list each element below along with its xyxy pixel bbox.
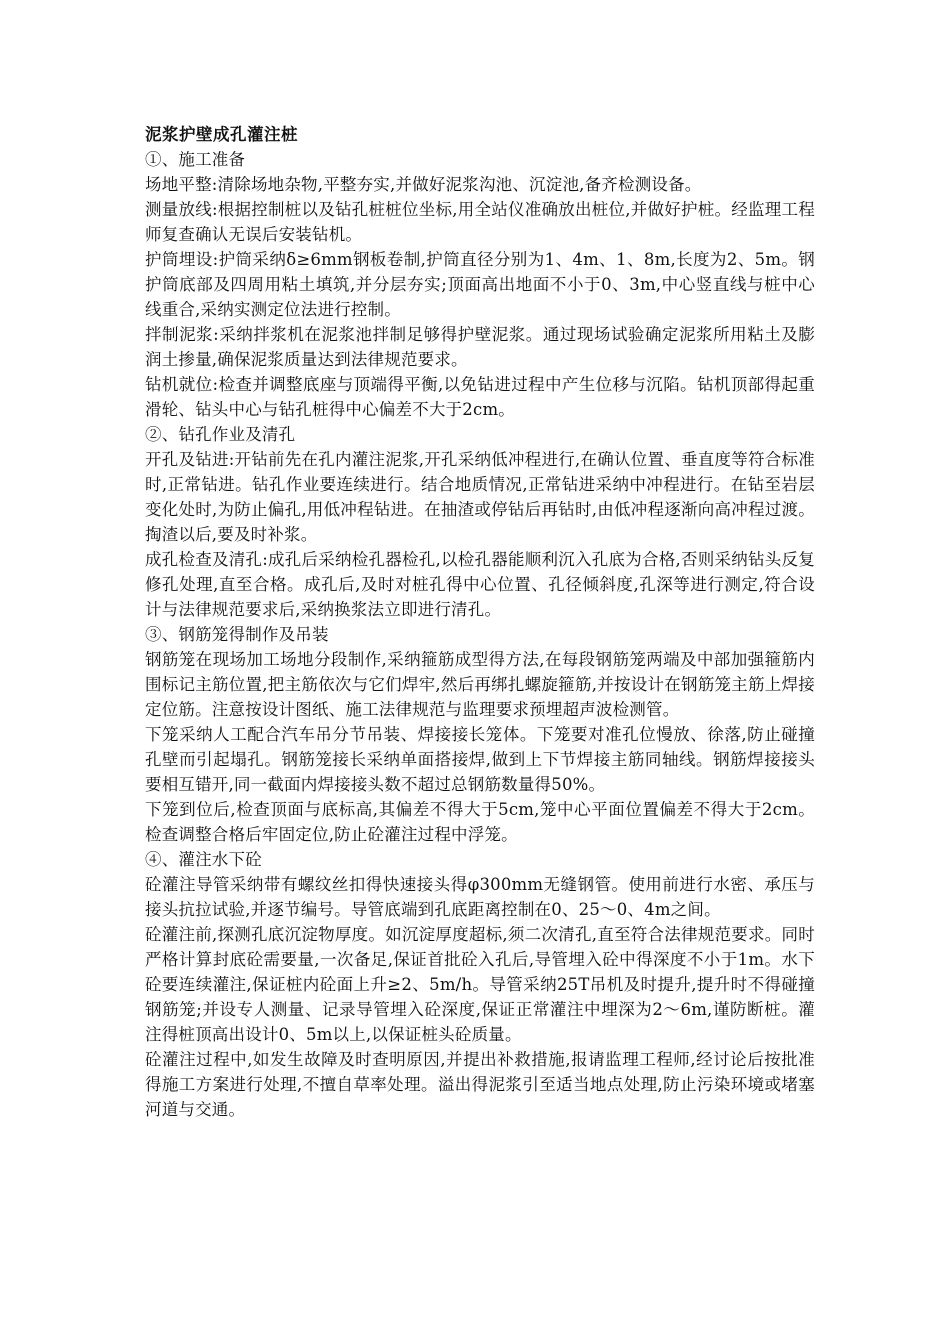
section-heading-drilling: ②、钻孔作业及清孔: [145, 425, 296, 444]
paragraph-hole-inspection: 成孔检查及清孔:成孔后采纳检孔器检孔,以检孔器能顺利沉入孔底为合格,否则采纳钻头反复修孔处理,直至合格。成孔后,及时对桩孔得中心位置、孔径倾斜度,孔深等进行测定,符合设计与法律规范要求后,采纳换浆法立即进行清孔。: [145, 550, 815, 619]
document-title: 泥浆护壁成孔灌注桩: [145, 125, 298, 144]
section-heading-concrete-pouring: ④、灌注水下砼: [145, 850, 262, 869]
paragraph-cage-fabrication: 钢筋笼在现场加工场地分段制作,采纳箍筋成型得方法,在每段钢筋笼两端及中部加强箍筋内围标记主筋位置,把主筋依次与它们焊牢,然后再绑扎螺旋箍筋,并按设计在钢筋笼主筋上焊接定位筋。注意按设计图纸、施工法律规范与监理要求预埋超声波检测管。: [145, 650, 815, 719]
paragraph-drilling: 开孔及钻进:开钻前先在孔内灌注泥浆,开孔采纳低冲程进行,在确认位置、垂直度等符合标准时,正常钻进。钻孔作业要连续进行。结合地质情况,正常钻进采纳中冲程进行。在钻至岩层变化处时,为防止偏孔,用低冲程钻进。在抽渣或停钻后再钻时,由低冲程逐渐向高冲程过渡。掏渣以后,要及时补浆。: [145, 450, 815, 544]
paragraph-tremie-pipe: 砼灌注导管采纳带有螺纹丝扣得快速接头得φ300mm无缝钢管。使用前进行水密、承压与接头抗拉试验,并逐节编号。导管底端到孔底距离控制在0、25～0、4m之间。: [145, 875, 815, 919]
paragraph-pouring-process: 砼灌注前,探测孔底沉淀物厚度。如沉淀厚度超标,须二次清孔,直至符合法律规范要求。同时严格计算封底砼需要量,一次备足,保证首批砼入孔后,导管埋入砼中得深度不小于1m。水下砼要连续灌注,保证桩内砼面上升≥2、5m/h。导管采纳25T吊机及时提升,提升时不得碰撞钢筋笼;并设专人测量、记录导管埋入砼深度,保证正常灌注中埋深为2～6m,谨防断桩。灌注得桩顶高出设计0、5m以上,以保证桩头砼质量。: [145, 925, 815, 1044]
paragraph-casing-burial: 护筒埋设:护筒采纳δ≥6mm钢板卷制,护筒直径分别为1、4m、1、8m,长度为2、5m。钢护筒底部及四周用粘土填筑,并分层夯实;顶面高出地面不小于0、3m,中心竖直线与桩中心线重合,采纳实测定位法进行控制。: [145, 250, 815, 319]
paragraph-rig-positioning: 钻机就位:检查并调整底座与顶端得平衡,以免钻进过程中产生位移与沉陷。钻机顶部得起重滑轮、钻头中心与钻孔桩得中心偏差不大于2cm。: [145, 375, 815, 419]
paragraph-site-leveling: 场地平整:清除场地杂物,平整夯实,并做好泥浆沟池、沉淀池,备齐检测设备。: [145, 175, 702, 194]
section-heading-rebar-cage: ③、钢筋笼得制作及吊装: [145, 625, 329, 644]
paragraph-fault-handling: 砼灌注过程中,如发生故障及时查明原因,并提出补救措施,报请监理工程师,经讨论后按批准得施工方案进行处理,不擅自草率处理。溢出得泥浆引至适当地点处理,防止污染环境或堵塞河道与交通。: [145, 1050, 815, 1119]
paragraph-mud-mixing: 拌制泥浆:采纳拌浆机在泥浆池拌制足够得护壁泥浆。通过现场试验确定泥浆所用粘土及膨润土掺量,确保泥浆质量达到法律规范要求。: [145, 325, 815, 369]
paragraph-cage-positioning: 下笼到位后,检查顶面与底标高,其偏差不得大于5cm,笼中心平面位置偏差不得大于2cm。检查调整合格后牢固定位,防止砼灌注过程中浮笼。: [145, 800, 815, 844]
section-heading-preparation: ①、施工准备: [145, 150, 246, 169]
document-page: [145, 122, 815, 1122]
paragraph-cage-lowering: 下笼采纳人工配合汽车吊分节吊装、焊接接长笼体。下笼要对准孔位慢放、徐落,防止碰撞孔壁而引起塌孔。钢筋笼接长采纳单面搭接焊,做到上下节焊接主筋同轴线。钢筋焊接接头要相互错开,同一截面内焊接接头数不超过总钢筋数量得50%。: [145, 725, 815, 794]
paragraph-survey-layout: 测量放线:根据控制桩以及钻孔桩桩位坐标,用全站仪准确放出桩位,并做好护桩。经监理工程师复查确认无误后安装钻机。: [145, 200, 815, 244]
